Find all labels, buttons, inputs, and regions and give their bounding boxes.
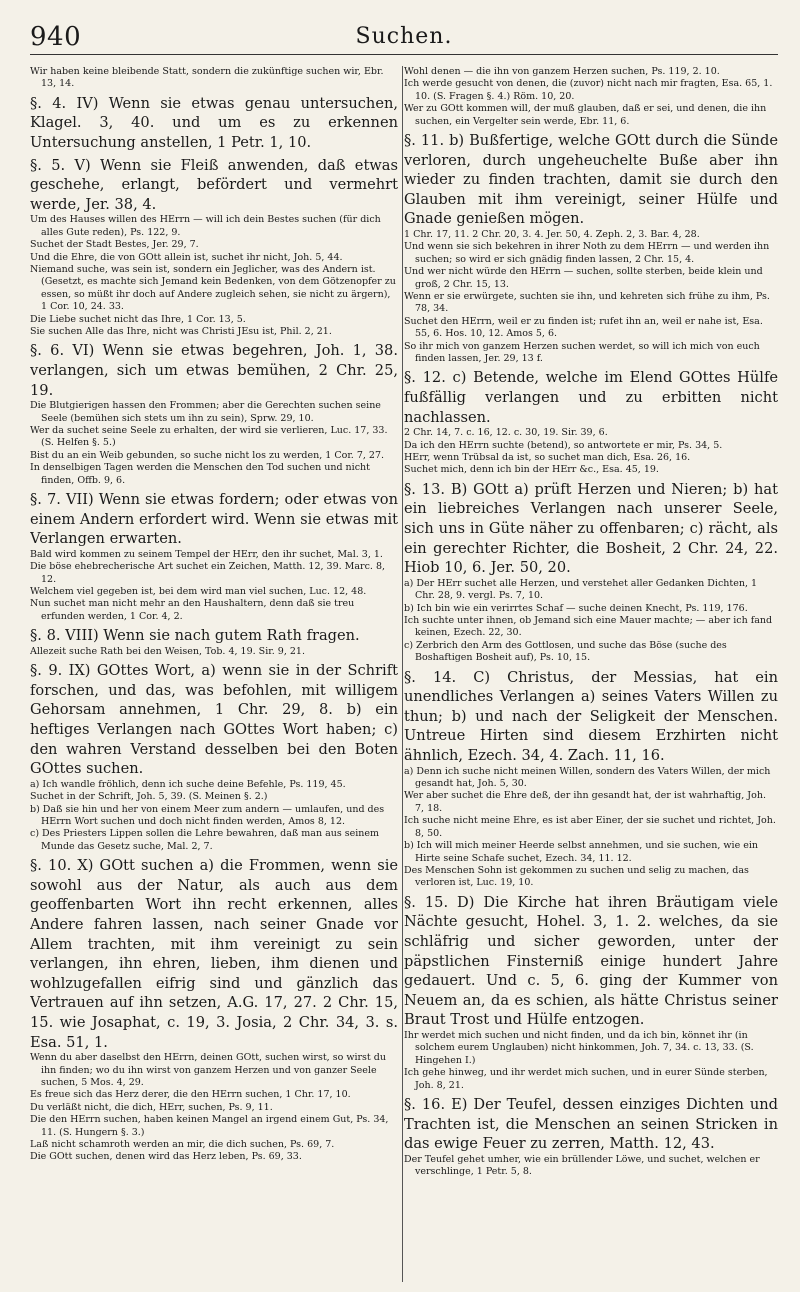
citation-line: Suchet in der Schrift, Joh. 5, 39. (S. Meinen §. 2.) — [30, 791, 268, 803]
section-paragraph: §. 11. b) Bußfertige, welche GOtt durch die Sünde verloren, durch ungeheuchelte Buße aber ihn wieder zu finden trachten, damit sie durch den Glauben mit ihm vereinigt, seiner Hülfe und Gnade genießen mögen. — [404, 132, 778, 228]
citation-line: Da ich den HErrn suchte (betend), so antwortete er mir, Ps. 34, 5. — [404, 439, 723, 451]
citation-line: a) Der HErr suchet alle Herzen, und verstehet aller Gedanken Dichten, 1 Chr. 28, 9. vergl. Ps. 7, 10. — [404, 577, 758, 602]
page-number: 940 — [30, 22, 82, 52]
citation-line: HErr, wenn Trübsal da ist, so suchet man dich, Esa. 26, 16. — [404, 452, 691, 464]
citation-line: Ihr werdet mich suchen und nicht finden, und da ich bin, könnet ihr (in solchem eurem Unglauben) nicht hinkommen, Joh. 7, 34. c. 13, 33. (S. Hingehen I.) — [404, 1029, 754, 1066]
citation-line: 2 Chr. 14, 7. c. 16, 12. c. 30, 19. Sir. 39, 6. — [404, 427, 608, 439]
citation-line: Wer aber suchet die Ehre deß, der ihn gesandt hat, der ist wahrhaftig, Joh. 7, 18. — [404, 790, 766, 814]
section-paragraph: §. 13. B) GOtt a) prüft Herzen und Nieren; b) hat ein liebreiches Verlangen nach unserer Seele, sich uns in Güte näher zu offenbaren; c) rächt, als ein gerechter Richter, die Bosheit, 2 Chr. 24, 22. Hiob 10, 6. Jer. 50, 20. — [404, 480, 778, 577]
citation-line: c) Des Priesters Lippen sollen die Lehre bewahren, daß man aus seinem Munde das Gesetz suche, Mal. 2, 7. — [30, 828, 380, 852]
section-paragraph: §. 5. V) Wenn sie Fleiß anwenden, daß etwas geschehe, erlangt, befördert und vermehrt werde, Jer. 38, 4. — [30, 156, 398, 213]
page-header — [30, 20, 778, 55]
citation-line: Ich suche nicht meine Ehre, es ist aber Einer, der sie suchet und richtet, Joh. 8, 50. — [404, 815, 776, 839]
citation-line: Suchet mich, denn ich bin der HErr &c., Esa. 45, 19. — [404, 464, 659, 476]
citation-line: Laß nicht schamroth werden an mir, die dich suchen, Ps. 69, 7. — [30, 1139, 335, 1151]
citation-line: Die Blutgierigen hassen den Frommen; aber die Gerechten suchen seine Seele (bemühen sich stets um ihn zu sein), Sprw. 29, 10. — [30, 400, 381, 424]
citation-line: Ich suchte unter ihnen, ob Jemand sich eine Mauer machte; — aber ich fand keinen, Ezech. 22, 30. — [404, 615, 773, 639]
citation-line: Wenn er sie erwürgete, suchten sie ihn, und kehreten sich frühe zu ihm, Ps. 78, 34. — [404, 291, 770, 315]
citation-line: Die Liebe suchet nicht das Ihre, 1 Cor. 13, 5. — [30, 313, 246, 325]
citation-line: Wer da suchet seine Seele zu erhalten, der wird sie verlieren, Luc. 17, 33. (S. Helfen §. 5.) — [30, 425, 388, 449]
section-paragraph: §. 9. IX) GOttes Wort, a) wenn sie in der Schrift forschen, und das, was befohlen, mit willigem Gehorsam annehmen, 1 Chr. 29, 8. b) ein heftiges Verlangen nach GOttes Wort haben; c) den wahren Verstand desselben bei den Boten GOttes suchen. — [30, 662, 398, 778]
citation-line: Ich werde gesucht von denen, die (zuvor) nicht nach mir fragten, Esa. 65, 1. 10. (S. Fragen §. 4.) Röm. 10, 20. — [404, 78, 773, 102]
right-column — [404, 66, 778, 1284]
page-title: Suchen. — [355, 24, 453, 49]
section-paragraph: §. 7. VII) Wenn sie etwas fordern; oder etwas von einem Andern erfordert wird. Wenn sie etwas mit Verlangen erwarten. — [30, 491, 398, 548]
citation-line: Sie suchen Alle das Ihre, nicht was Christi JEsu ist, Phil. 2, 21. — [30, 326, 332, 338]
citation-line: Die GOtt suchen, denen wird das Herz leben, Ps. 69, 33. — [30, 1151, 302, 1163]
section-paragraph: §. 4. IV) Wenn sie etwas genau untersuchen, Klagel. 3, 40. und um es zu erkennen Untersuchung anstellen, 1 Petr. 1, 10. — [30, 94, 398, 151]
citation-line: Allezeit suche Rath bei den Weisen, Tob. 4, 19. Sir. 9, 21. — [30, 645, 305, 657]
citation-line: b) Ich will mich meiner Heerde selbst annehmen, und sie suchen, wie ein Hirte seine Schafe suchet, Ezech. 34, 11. 12. — [404, 840, 759, 864]
citation-line: Welchem viel gegeben ist, bei dem wird man viel suchen, Luc. 12, 48. — [30, 586, 367, 598]
citation-line: Die böse ehebrecherische Art suchet ein Zeichen, Matth. 12, 39. Marc. 8, 12. — [30, 561, 386, 585]
citation-line: Die den HErrn suchen, haben keinen Mangel an irgend einem Gut, Ps. 34, 11. (S. Hungern §. 3.) — [30, 1114, 389, 1138]
citation-line: Bist du an ein Weib gebunden, so suche nicht los zu werden, 1 Cor. 7, 27. — [30, 449, 385, 461]
section-paragraph: §. 6. VI) Wenn sie etwas begehren, Joh. 1, 38. verlangen, sich um etwas bemühen, 2 Chr. 25, 19. — [30, 342, 398, 399]
citation-line: c) Zerbrich den Arm des Gottlosen, und suche das Böse (suche des Boshaftigen Bosheit auf), Ps. 10, 15. — [404, 639, 727, 664]
section-paragraph: §. 8. VIII) Wenn sie nach gutem Rath fragen. — [30, 627, 360, 645]
citation-line: Und wenn sie sich bekehren in ihrer Noth zu dem HErrn — und werden ihn suchen; so wird er sich gnädig finden lassen, 2 Chr. 15, 4. — [404, 241, 770, 265]
citation-line: Des Menschen Sohn ist gekommen zu suchen und selig zu machen, das verloren ist, Luc. 19, 10. — [404, 864, 749, 889]
citation-line: a) Ich wandle fröhlich, denn ich suche deine Befehle, Ps. 119, 45. — [30, 778, 346, 790]
citation-line: Und die Ehre, die von GOtt allein ist, suchet ihr nicht, Joh. 5, 44. — [30, 251, 343, 263]
citation-line: Suchet der Stadt Bestes, Jer. 29, 7. — [30, 239, 199, 251]
citation-line: a) Denn ich suche nicht meinen Willen, sondern des Vaters Willen, der mich gesandt hat, Joh. 5, 30. — [404, 765, 771, 790]
citation-line: So ihr mich von ganzem Herzen suchen werdet, so will ich mich von euch finden lassen, Jer. 29, 13 f. — [404, 340, 760, 365]
citation-line: 1 Chr. 17, 11. 2 Chr. 20, 3. 4. Jer. 50, 4. Zeph. 2, 3. Bar. 4, 28. — [404, 229, 700, 240]
citation-line: Es freue sich das Herz derer, die den HErrn suchen, 1 Chr. 17, 10. — [30, 1089, 351, 1101]
section-paragraph: §. 16. E) Der Teufel, dessen einziges Dichten und Trachten ist, die Menschen an seinen Stricken in das ewige Feuer zu zerren, Matth. 12, 43. — [404, 1095, 778, 1153]
section-paragraph: §. 10. X) GOtt suchen a) die Frommen, wenn sie sowohl aus der Natur, als auch aus dem geoffenbarten Wort ihn recht erkennen, alles Andere fahren lassen, nach seiner Gnade vor Allem trachten, mit ihm vereinigt zu sein verlangen, ihn ehren, lieben, ihm dienen und wohlzugefallen eifrig sind und gänzlich das Vertrauen auf ihn setzen, A.G. 17, 27. 2 Chr. 15, 15. wie Josaphat, c. 19, 3. Josia, 2 Chr. 34, 3. s. Esa. 51, 1. — [30, 857, 398, 1051]
citation-line: Wenn du aber daselbst den HErrn, deinen GOtt, suchen wirst, so wirst du ihn finden; wo du ihn wirst von ganzem Herzen und von ganzer Seele suchen, 5 Mos. 4, 29. — [30, 1052, 386, 1089]
citation-line: Wer zu GOtt kommen will, der muß glauben, daß er sei, und denen, die ihn suchen, ein Vergelter sein werde, Ebr. 11, 6. — [404, 103, 767, 127]
citation-line: Um des Hauses willen des HErrn — will ich dein Bestes suchen (für dich alles Gute reden), Ps. 122, 9. — [30, 214, 381, 238]
citation-line: Du verläßt nicht, die dich, HErr, suchen, Ps. 9, 11. — [30, 1101, 273, 1113]
citation-line: Niemand suche, was sein ist, sondern ein Jeglicher, was des Andern ist. (Gesetzt, es machte sich Jemand kein Bedenken, von dem Götzenopfer zu essen, so müßt ihr doch auf Andere zugleich sehen, sie nicht zu ärgern), 1 Cor. 10, 24. 33. — [30, 264, 396, 313]
citation-line: b) Ich bin wie ein verirrtes Schaf — suche deinen Knecht, Ps. 119, 176. — [404, 602, 748, 614]
citation-line: In denselbigen Tagen werden die Menschen den Tod suchen und nicht finden, Offb. 9, 6. — [30, 462, 370, 486]
citation-line: Bald wird kommen zu seinem Tempel der HErr, den ihr suchet, Mal. 3, 1. — [30, 548, 383, 560]
citation-line: Suchet den HErrn, weil er zu finden ist; rufet ihn an, weil er nahe ist, Esa. 55, 6. Hos. 10, 12. Amos 5, 6. — [404, 315, 763, 340]
citation-line: Ich gehe hinweg, und ihr werdet mich suchen, und in eurer Sünde sterben, Joh. 8, 21. — [404, 1067, 768, 1091]
text-columns — [30, 66, 778, 1284]
citation-line: Und wer nicht würde den HErrn — suchen, sollte sterben, beide klein und groß, 2 Chr. 15, 13. — [404, 266, 763, 290]
section-paragraph: §. 14. C) Christus, der Messias, hat ein unendliches Verlangen a) seines Vaters Willen zu thun; b) und nach der Seligkeit der Menschen. Untreue Hirten sind diesem Erzhirten nicht ähnlich, Ezech. 34, 4. Zach. 11, 16. — [404, 668, 778, 765]
section-paragraph: §. 15. D) Die Kirche hat ihren Bräutigam viele Nächte gesucht, Hohel. 3, 1. 2. welches, da sie schläfrig und sicher geworden, unter der päpstlichen Finsterniß einige hundert Jahre gedauert. Und c. 5, 6. ging der Kummer von Neuem an, da es schien, als hätte Christus seiner Braut Trost und Hülfe entzogen. — [404, 893, 778, 1029]
left-column — [30, 66, 398, 1284]
section-paragraph: §. 12. c) Betende, welche im Elend GOttes Hülfe fußfällig verlangen und zu erbitten nicht nachlassen. — [404, 369, 778, 426]
citation-line: Wohl denen — die ihn von ganzem Herzen suchen, Ps. 119, 2. 10. — [404, 66, 720, 77]
citation-line: b) Daß sie hin und her von einem Meer zum andern — umlaufen, und des HErrn Wort suchen und doch nicht finden werden, Amos 8, 12. — [30, 803, 385, 828]
citation-line: Der Teufel gehet umher, wie ein brüllender Löwe, und suchet, welchen er verschlinge, 1 Petr. 5, 8. — [404, 1153, 760, 1178]
citation-line: Wir haben keine bleibende Statt, sondern die zukünftige suchen wir, Ebr. 13, 14. — [30, 66, 384, 90]
citation-line: Nun suchet man nicht mehr an den Haushaltern, denn daß sie treu erfunden werden, 1 Cor. 4, 2. — [30, 598, 355, 622]
